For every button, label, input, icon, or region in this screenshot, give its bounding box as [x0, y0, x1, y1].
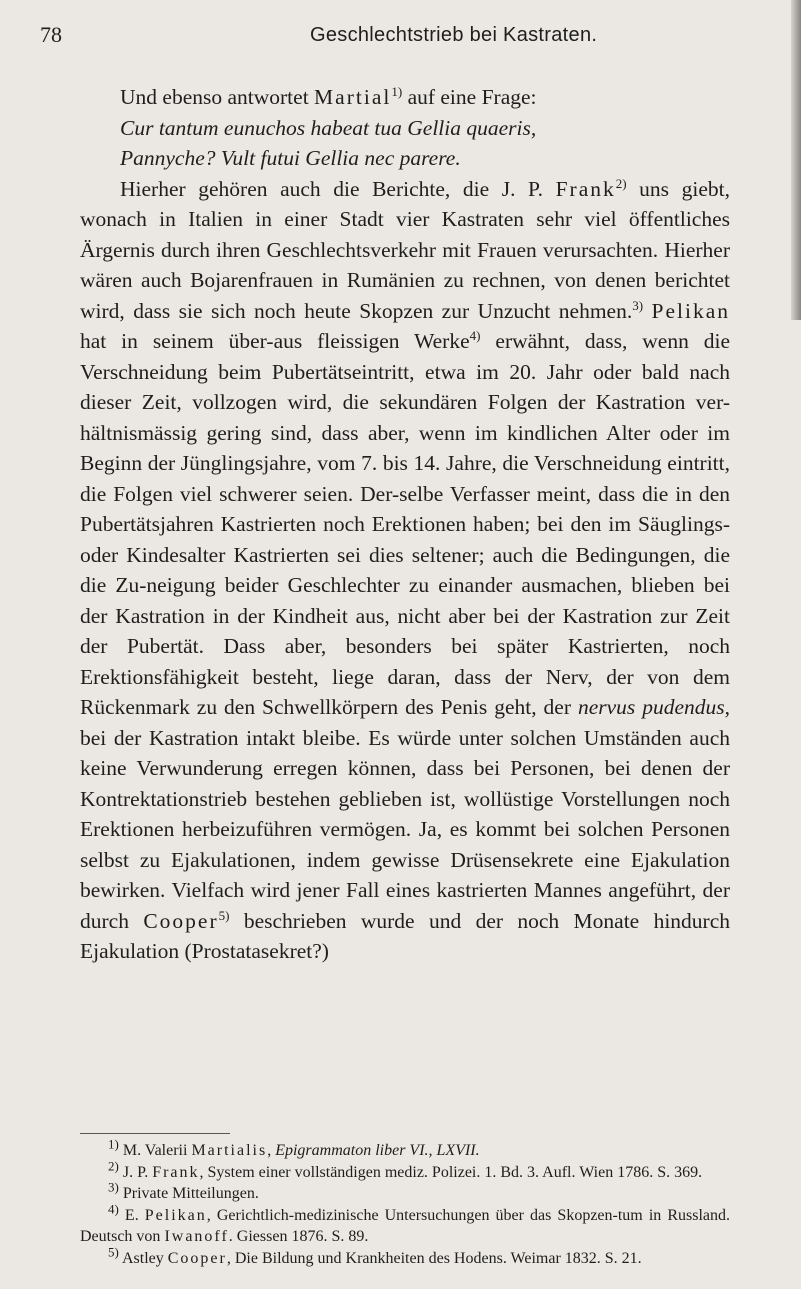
footnote-ref-2: 2): [615, 175, 627, 191]
footnote-author: Pelikan: [144, 1206, 207, 1224]
footnote-number: 4): [108, 1201, 119, 1217]
footnote-author: Frank: [152, 1163, 200, 1181]
author-cooper: Cooper: [143, 908, 219, 933]
footnote-4: [80, 1201, 731, 1248]
intro-text-end: auf eine Frage:: [402, 85, 537, 109]
footnote-text: ,: [267, 1142, 276, 1159]
footnote-3: [80, 1179, 730, 1205]
verse-line-1: Cur tantum eunuchos habeat tua Gellia quaeris,: [120, 115, 537, 140]
footnote-text: Astley: [121, 1249, 168, 1267]
footnote-author: Martialis: [191, 1142, 268, 1159]
footnote-5: [80, 1244, 730, 1270]
paragraph-text: , bei der Kastration intakt bleibe. Es würde unter solchen Umständen auch keine Verwunderung erregen können, dass bei Personen, bei denen der Kontrektationstrieb bestehen geblieben ist, wollüstige Vorstellungen noch Erektionen herbeizuführen vermögen. Ja, es kommt bei solchen Personen selbst zu Ejakulationen, indem gewisse Drüsensekrete eine Ejakulation bewirken. Vielfach wird jener Fall eines kastrierten Mannes angeführt, der durch: [80, 695, 730, 933]
paragraph-text: hat in seinem über-aus fleissigen Werke: [80, 329, 470, 353]
footnote-title: Epigrammaton liber VI., LXVII.: [275, 1142, 480, 1159]
footnote-text: M. Valerii: [122, 1142, 192, 1159]
intro-line: [80, 82, 730, 113]
footnote-text: , Die Bildung und Krankheiten des Hodens. Weimar 1832. S. 21.: [226, 1249, 642, 1267]
paragraph-text: Hierher gehören auch die Berichte, die J. P.: [120, 176, 556, 201]
verse-line-2: Pannyche? Vult futui Gellia nec parere.: [120, 146, 461, 170]
body-text: [80, 82, 730, 967]
footnote-2: [80, 1158, 730, 1184]
footnotes: [80, 1136, 731, 1269]
footnote-ref-3: 3): [632, 297, 644, 313]
footnote-text: . Giessen 1876. S. 89.: [228, 1228, 369, 1245]
footnote-1: [80, 1136, 730, 1162]
footnote-number: 2): [108, 1158, 119, 1174]
footnote-ref-5: 5): [218, 907, 230, 923]
footnote-translator: Iwanoff: [164, 1228, 229, 1245]
footnote-divider: [80, 1133, 230, 1134]
footnote-text: , System einer vollständigen mediz. Polizei. 1. Bd. 3. Aufl. Wien 1786. S. 369.: [199, 1163, 703, 1181]
page-edge-shadow: [791, 0, 801, 320]
author-martial: Martial: [314, 85, 392, 109]
footnote-text: , Gerichtlich-medizinische Untersuchungen über das Skopzen-tum in Russland. Deutsch von: [80, 1206, 731, 1245]
author-frank: Frank: [555, 176, 616, 201]
page-number: 78: [40, 22, 62, 47]
footnote-ref-4: 4): [469, 327, 481, 343]
footnote-number: 5): [108, 1244, 119, 1260]
footnote-text: Private Mitteilungen.: [122, 1185, 259, 1202]
footnote-text: E.: [124, 1206, 145, 1224]
author-pelikan: Pelikan: [651, 298, 730, 323]
page-header: [40, 22, 740, 58]
term-nervus-pudendus: nervus pudendus: [577, 695, 725, 719]
footnote-text: J. P.: [122, 1163, 153, 1181]
paragraph-text: uns giebt, wonach in Italien in einer Stadt vier Kastraten sehr viel öffentliches Ärgernis durch ihren Geschlechtsverkehr mit Frauen verursachten. Hierher wären auch Bojarenfrauen in Rumänien zu rechnen, von denen berichtet wird, dass sie sich noch heute Skopzen zur Unzucht nehmen.: [80, 176, 730, 323]
latin-verse: [80, 113, 730, 174]
footnote-ref-1: 1): [391, 83, 403, 99]
main-paragraph: [80, 174, 730, 967]
footnote-number: 3): [108, 1179, 119, 1195]
footnote-author: Cooper: [167, 1249, 227, 1267]
paragraph-text: beschrieben wurde und der noch Monate hindurch Ejakulation (Prostatasekret?): [80, 908, 731, 963]
paragraph-text: erwähnt, dass, wenn die Verschneidung beim Pubertätseintritt, etwa im 20. Jahr oder bald nach dieser Zeit, vollzogen wird, die sekundären Folgen der Kastration ver-hältnismässig gering sind, dass aber, wenn im kindlichen Alter oder im Beginn der Jünglingsjahre, vom 7. bis 14. Jahre, die Verschneidung eintritt, die Folgen viel schwerer seien. Der-selbe Verfasser meint, dass die in den Pubertätsjahren Kastrierten noch Erektionen haben; bei den im Säuglings- oder Kindesalter Kastrierten sei dies seltener; auch die Bedingungen, die die Zu-neigung beider Geschlechter zu einander ausmachen, blieben bei der Kastration in der Kindheit aus, nicht aber bei der Kastration zur Zeit der Pubertät. Dass aber, besonders bei später Kastrierten, noch Erektionsfähigkeit besteht, liege daran, dass der Nerv, der von dem Rückenmark zu den Schwellkörpern des Penis geht, der: [80, 329, 731, 719]
running-title: Geschlechtstrieb bei Kastraten.: [310, 24, 598, 46]
footnote-number: 1): [108, 1136, 119, 1152]
intro-text: Und ebenso antwortet: [120, 85, 315, 109]
